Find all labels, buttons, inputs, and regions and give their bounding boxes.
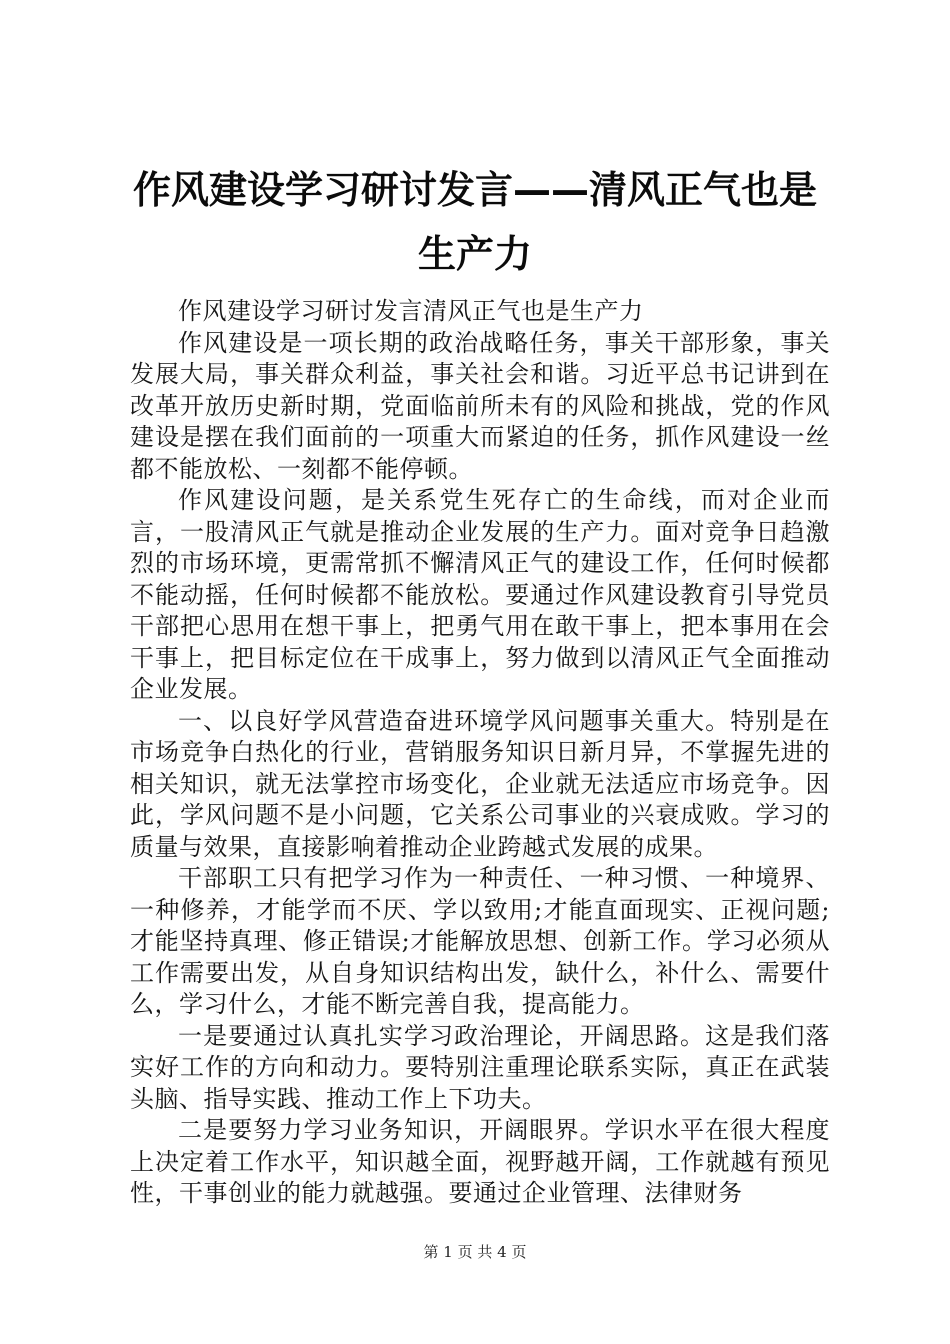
document-body [130,296,830,1210]
paragraph: 干部职工只有把学习作为一种责任、一种习惯、一种境界、一种修养，才能学而不厌、学以致用;才能直面现实、正视问题;才能坚持真理、修正错误;才能解放思想、创新工作。学习必须从工作需要出发，从自身知识结构出发，缺什么，补什么、需要什么，学习什么，才能不断完善自我，提高能力。 [130,864,830,1018]
paragraph: 作风建设问题，是关系党生死存亡的生命线，而对企业而言，一股清风正气就是推动企业发展的生产力。面对竞争日趋激烈的市场环境，更需常抓不懈清风正气的建设工作，任何时候都不能动摇，任何时候都不能放松。要通过作风建设教育引导党员干部把心思用在想干事上，把勇气用在敢干事上，把本事用在会干事上，把目标定位在干成事上，努力做到以清风正气全面推动企业发展。 [130,486,830,703]
document-title: 作风建设学习研讨发言——清风正气也是生产力 [132,168,817,276]
paragraph-subtitle: 作风建设学习研讨发言清风正气也是生产力 [178,297,644,325]
paragraph: 作风建设是一项长期的政治战略任务，事关干部形象，事关发展大局，事关群众利益，事关社会和谐。习近平总书记讲到在改革开放历史新时期，党面临前所未有的风险和挑战，党的作风建设是摆在我们面前的一项重大而紧迫的任务，抓作风建设一丝都不能放松、一刻都不能停顿。 [130,328,830,483]
paragraph: 二是要努力学习业务知识，开阔眼界。学识水平在很大程度上决定着工作水平，知识越全面，视野越开阔，工作就越有预见性，干事创业的能力就越强。要通过企业管理、法律财务 [130,1116,830,1207]
paragraph: 一是要通过认真扎实学习政治理论，开阔思路。这是我们落实好工作的方向和动力。要特别注重理论联系实际，真正在武装头脑、指导实践、推动工作上下功夫。 [130,1021,830,1113]
page-number-footer: 第 1 页 共 4 页 [423,1243,527,1261]
paragraph: 一、以良好学风营造奋进环境学风问题事关重大。特别是在市场竞争白热化的行业，营销服务知识日新月异，不掌握先进的相关知识，就无法掌控市场变化，企业就无法适应市场竞争。因此，学风问题不是小问题，它关系公司事业的兴衰成败。学习的质量与效果，直接影响着推动企业跨越式发展的成果。 [130,706,830,861]
